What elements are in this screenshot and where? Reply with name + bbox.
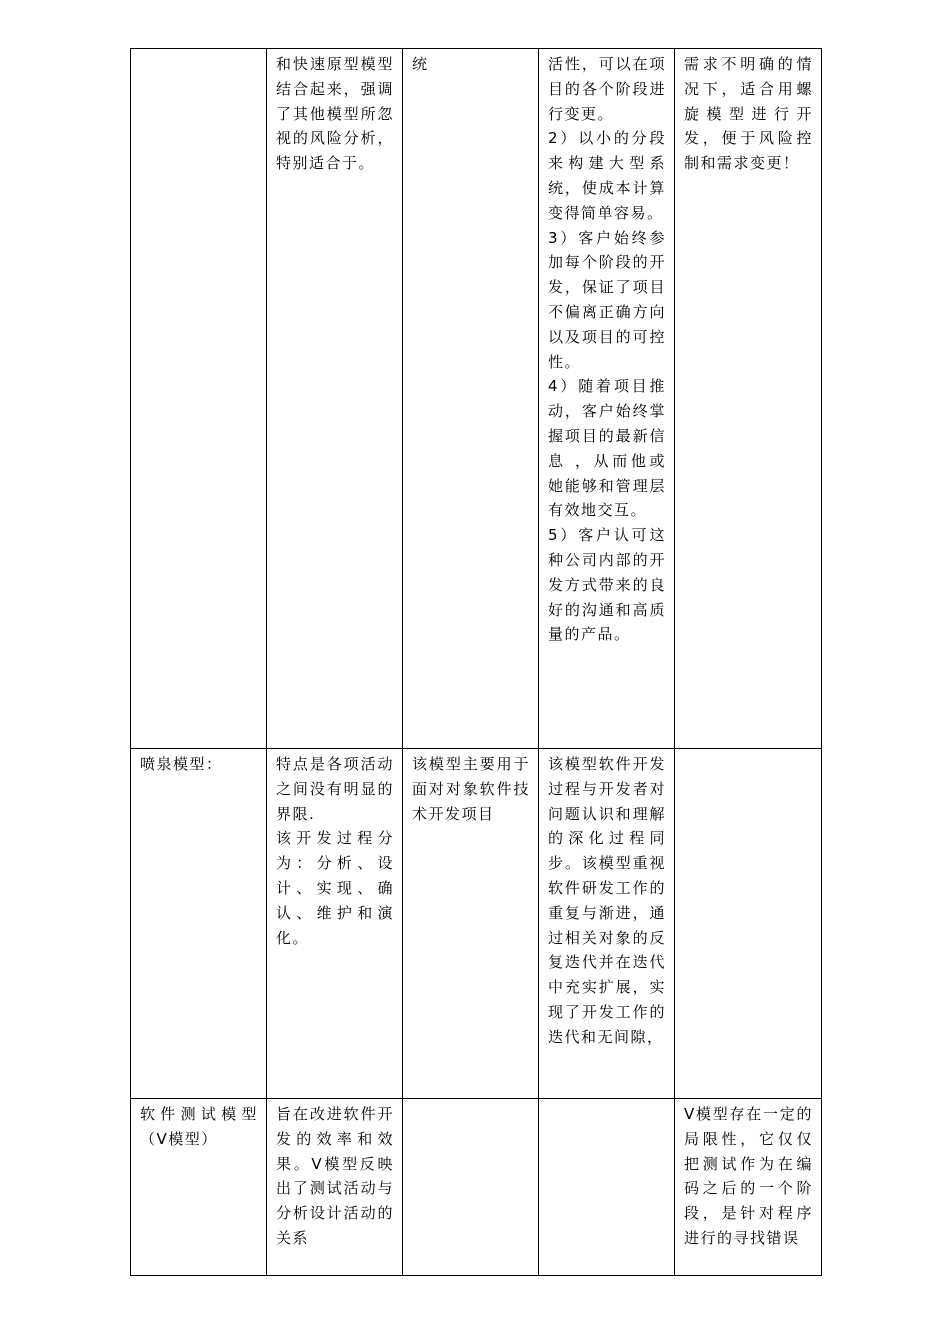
- advantages-cell: [539, 1099, 675, 1276]
- feature-item: 特点是各项活动之间没有明显的界限.: [276, 755, 394, 823]
- notes-cell: V模型存在一定的局限性，它仅仅把测试作为在编码之后的一个阶段，是针对程序进行的寻找错误: [675, 1099, 822, 1276]
- scope-cell: [403, 1099, 539, 1276]
- scope-cell: 该模型主要用于面对对象软件技术开发项目: [403, 749, 539, 1099]
- notes-cell: 需求不明确的情况下，适合用螺旋模型进行开发，便于风险控制和需求变更！: [675, 49, 822, 749]
- advantage-item: 3）客户始终参加每个阶段的开发，保证了项目不偏离正确方向以及项目的可控性。: [548, 228, 666, 371]
- scope-cell: 统: [403, 49, 539, 749]
- advantage-item: 活性，可以在项目的各个阶段进行变更。: [548, 55, 666, 123]
- model-comparison-table: [130, 48, 822, 1276]
- notes-cell: [675, 749, 822, 1099]
- table-row: [131, 49, 822, 749]
- advantages-cell: [539, 49, 675, 749]
- table-row: [131, 1099, 822, 1276]
- advantage-item: 5）客户认可这种公司内部的开发方式带来的良好的沟通和高质量的产品。: [548, 526, 666, 644]
- table-row: [131, 749, 822, 1099]
- features-cell: 和快速原型模型结合起来，强调了其他模型所忽视的风险分析，特别适合于。: [267, 49, 403, 749]
- features-cell: [267, 749, 403, 1099]
- feature-item: 该开发过程分为：分析、设计、实现、确认、维护和演化。: [276, 829, 394, 947]
- features-cell: 旨在改进软件开发的效率和效果。V模型反映出了测试活动与分析设计活动的关系: [267, 1099, 403, 1276]
- model-name-cell: [131, 49, 267, 749]
- model-name-cell: 喷泉模型：: [131, 749, 267, 1099]
- model-name-cell: 软件测试模型（V模型）: [131, 1099, 267, 1276]
- advantages-cell: 该模型软件开发过程与开发者对问题认识和理解的深化过程同步。该模型重视软件研发工作的重复与渐进，通过相关对象的反复迭代并在迭代中充实扩展，实现了开发工作的迭代和无间隙，: [539, 749, 675, 1099]
- advantage-item: 4）随着项目推动，客户始终掌握项目的最新信息 ，从而他或她能够和管理层有效地交互。: [548, 377, 666, 520]
- advantage-item: 2）以小的分段来构建大型系统，使成本计算变得简单容易。: [548, 129, 666, 222]
